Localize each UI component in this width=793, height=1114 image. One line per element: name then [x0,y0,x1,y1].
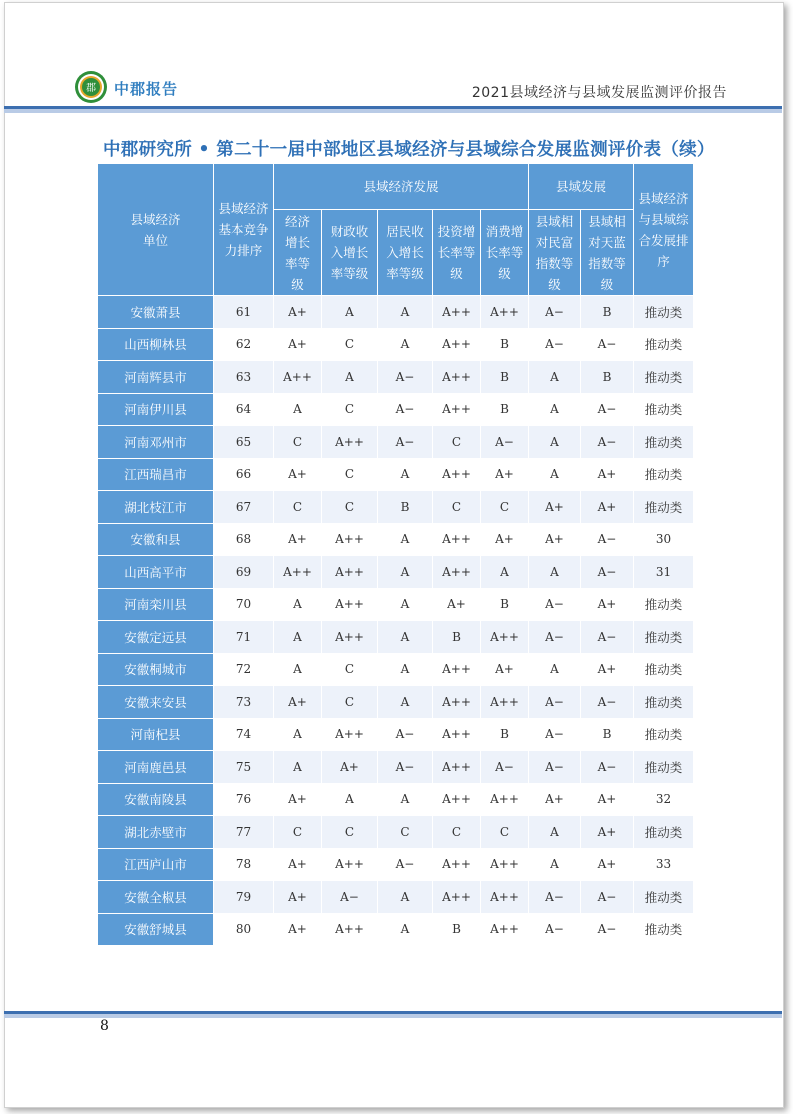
cell-invest: B [433,913,481,946]
table-row [98,361,694,394]
cell-fiscal: C [322,491,378,524]
table-row [98,523,694,556]
cell-unit: 安徽萧县 [98,296,214,329]
cell-resident: A [378,523,433,556]
cell-wealth: A [529,393,581,426]
cell-sky: B [581,718,634,751]
header-unit: 县域经济单位 [98,164,214,296]
cell-resident: A− [378,426,433,459]
cell-econ: C [274,426,322,459]
cell-sky: A− [581,686,634,719]
cell-consume: A [481,556,529,589]
cell-resident: A [378,686,433,719]
header-fiscal: 财政收入增长率等级 [322,210,378,296]
cell-econ: A [274,653,322,686]
cell-sky: A+ [581,458,634,491]
table-title: 中郡研究所 • 第二十一届中部地区县域经济与县域综合发展监测评价表（续） [103,140,715,160]
cell-wealth: A− [529,881,581,914]
cell-consume: A++ [481,783,529,816]
table-row [98,913,694,946]
cell-fiscal: A++ [322,588,378,621]
cell-resident: A− [378,848,433,881]
table-row [98,881,694,914]
cell-overall: 推动类 [634,491,694,524]
cell-rank: 75 [214,751,274,784]
cell-overall: 推动类 [634,686,694,719]
cell-fiscal: A++ [322,523,378,556]
cell-rank: 72 [214,653,274,686]
cell-consume: A++ [481,296,529,329]
cell-fiscal: A++ [322,913,378,946]
cell-rank: 61 [214,296,274,329]
cell-unit: 江西瑞昌市 [98,458,214,491]
table-row [98,296,694,329]
header-overall: 县域经济与县域综合发展排序 [634,164,694,296]
cell-wealth: A [529,361,581,394]
cell-consume: B [481,328,529,361]
cell-unit: 河南栾川县 [98,588,214,621]
cell-consume: A++ [481,881,529,914]
table-row [98,783,694,816]
cell-unit: 江西庐山市 [98,848,214,881]
cell-invest: A++ [433,718,481,751]
cell-fiscal: C [322,653,378,686]
cell-rank: 77 [214,816,274,849]
cell-fiscal: C [322,458,378,491]
cell-consume: A++ [481,621,529,654]
cell-resident: A− [378,393,433,426]
cell-sky: A− [581,621,634,654]
cell-invest: A++ [433,393,481,426]
cell-rank: 64 [214,393,274,426]
cell-sky: A− [581,751,634,784]
table-row [98,848,694,881]
cell-econ: A+ [274,913,322,946]
cell-wealth: A+ [529,783,581,816]
cell-fiscal: A++ [322,426,378,459]
cell-wealth: A+ [529,523,581,556]
cell-invest: A++ [433,556,481,589]
cell-consume: B [481,588,529,621]
cell-sky: A+ [581,653,634,686]
cell-sky: A+ [581,588,634,621]
cell-unit: 安徽全椒县 [98,881,214,914]
cell-wealth: A− [529,718,581,751]
cell-consume: A++ [481,913,529,946]
cell-invest: A++ [433,653,481,686]
cell-sky: A+ [581,816,634,849]
cell-wealth: A− [529,588,581,621]
cell-unit: 河南辉县市 [98,361,214,394]
cell-overall: 推动类 [634,588,694,621]
cell-unit: 河南杞县 [98,718,214,751]
cell-consume: C [481,816,529,849]
svg-text:郡: 郡 [86,83,96,94]
cell-invest: A++ [433,783,481,816]
cell-fiscal: A++ [322,556,378,589]
cell-invest: A++ [433,848,481,881]
cell-econ: A++ [274,361,322,394]
table-row [98,686,694,719]
cell-consume: B [481,718,529,751]
table-row [98,751,694,784]
cell-fiscal: A++ [322,621,378,654]
cell-invest: A++ [433,296,481,329]
cell-resident: A [378,556,433,589]
cell-unit: 河南邓州市 [98,426,214,459]
cell-rank: 67 [214,491,274,524]
cell-econ: A [274,718,322,751]
cell-unit: 山西柳林县 [98,328,214,361]
footer-rule [4,1011,782,1018]
cell-unit: 安徽定远县 [98,621,214,654]
cell-fiscal: C [322,686,378,719]
cell-econ: A [274,393,322,426]
table-row [98,556,694,589]
table-body [98,296,694,946]
cell-sky: A+ [581,783,634,816]
cell-fiscal: A [322,783,378,816]
cell-fiscal: C [322,328,378,361]
header-group-dev: 县域发展 [529,164,634,210]
cell-resident: A [378,588,433,621]
cell-resident: A [378,621,433,654]
cell-rank: 71 [214,621,274,654]
cell-unit: 河南伊川县 [98,393,214,426]
cell-econ: A [274,751,322,784]
table-row [98,653,694,686]
cell-fiscal: A++ [322,718,378,751]
cell-overall: 推动类 [634,718,694,751]
cell-econ: A+ [274,783,322,816]
cell-consume: A− [481,751,529,784]
cell-overall: 推动类 [634,816,694,849]
cell-resident: A [378,296,433,329]
table-row [98,393,694,426]
cell-resident: A [378,458,433,491]
cell-rank: 78 [214,848,274,881]
cell-invest: A+ [433,588,481,621]
cell-consume: A− [481,426,529,459]
cell-wealth: A [529,426,581,459]
cell-overall: 推动类 [634,426,694,459]
cell-consume: B [481,361,529,394]
cell-consume: A+ [481,653,529,686]
zhongjun-logo-icon [74,70,108,104]
cell-rank: 74 [214,718,274,751]
cell-wealth: A− [529,296,581,329]
cell-sky: A− [581,393,634,426]
header-invest: 投资增长率等级 [433,210,481,296]
table-row [98,491,694,524]
cell-invest: C [433,816,481,849]
header-wealth: 县域相对民富指数等级 [529,210,581,296]
cell-rank: 62 [214,328,274,361]
cell-econ: C [274,491,322,524]
cell-fiscal: C [322,816,378,849]
cell-rank: 70 [214,588,274,621]
cell-overall: 推动类 [634,881,694,914]
cell-fiscal: C [322,393,378,426]
cell-overall: 推动类 [634,393,694,426]
cell-invest: C [433,426,481,459]
cell-fiscal: A− [322,881,378,914]
cell-resident: A [378,328,433,361]
cell-unit: 安徽来安县 [98,686,214,719]
cell-econ: A+ [274,458,322,491]
cell-invest: A++ [433,751,481,784]
cell-overall: 32 [634,783,694,816]
cell-wealth: A− [529,686,581,719]
cell-resident: A− [378,361,433,394]
cell-resident: A [378,881,433,914]
cell-invest: A++ [433,361,481,394]
cell-econ: A+ [274,523,322,556]
cell-econ: A+ [274,296,322,329]
cell-sky: B [581,296,634,329]
cell-resident: A− [378,751,433,784]
cell-consume: A+ [481,523,529,556]
cell-rank: 79 [214,881,274,914]
cell-overall: 推动类 [634,751,694,784]
header-group-econ: 县域经济发展 [274,164,529,210]
cell-resident: A [378,913,433,946]
cell-wealth: A [529,816,581,849]
cell-overall: 推动类 [634,458,694,491]
table-row [98,588,694,621]
running-header-title: 2021县域经济与县域发展监测评价报告 [471,85,727,101]
cell-consume: A+ [481,458,529,491]
cell-rank: 68 [214,523,274,556]
cell-sky: A− [581,556,634,589]
cell-resident: A [378,783,433,816]
cell-resident: C [378,816,433,849]
cell-unit: 山西高平市 [98,556,214,589]
table-row [98,426,694,459]
cell-overall: 推动类 [634,653,694,686]
cell-overall: 推动类 [634,296,694,329]
cell-unit: 安徽南陵县 [98,783,214,816]
cell-sky: A+ [581,848,634,881]
cell-econ: A+ [274,881,322,914]
table-row [98,458,694,491]
cell-overall: 推动类 [634,361,694,394]
cell-rank: 73 [214,686,274,719]
header-rank: 县域经济基本竞争力排序 [214,164,274,296]
cell-consume: A++ [481,848,529,881]
cell-rank: 80 [214,913,274,946]
cell-unit: 安徽舒城县 [98,913,214,946]
cell-invest: A++ [433,328,481,361]
cell-invest: B [433,621,481,654]
cell-rank: 66 [214,458,274,491]
cell-rank: 76 [214,783,274,816]
header-rule [4,106,782,113]
cell-fiscal: A [322,296,378,329]
table-row [98,718,694,751]
cell-wealth: A [529,848,581,881]
cell-overall: 推动类 [634,621,694,654]
cell-consume: A++ [481,686,529,719]
cell-econ: C [274,816,322,849]
header-resident: 居民收入增长率等级 [378,210,433,296]
cell-unit: 安徽桐城市 [98,653,214,686]
cell-overall: 31 [634,556,694,589]
cell-overall: 30 [634,523,694,556]
cell-sky: A+ [581,491,634,524]
cell-overall: 33 [634,848,694,881]
logo-text: 中郡报告 [114,80,179,98]
cell-wealth: A− [529,328,581,361]
cell-wealth: A− [529,913,581,946]
table-row [98,816,694,849]
cell-consume: B [481,393,529,426]
cell-overall: 推动类 [634,328,694,361]
cell-overall: 推动类 [634,913,694,946]
cell-wealth: A− [529,621,581,654]
cell-resident: A [378,653,433,686]
cell-wealth: A+ [529,491,581,524]
table-row [98,621,694,654]
cell-rank: 65 [214,426,274,459]
cell-resident: B [378,491,433,524]
cell-fiscal: A++ [322,848,378,881]
cell-econ: A [274,621,322,654]
cell-consume: C [481,491,529,524]
cell-econ: A [274,588,322,621]
cell-sky: A− [581,881,634,914]
cell-fiscal: A+ [322,751,378,784]
cell-sky: A− [581,328,634,361]
cell-resident: A− [378,718,433,751]
cell-econ: A++ [274,556,322,589]
page-number: 8 [100,1018,109,1034]
cell-sky: B [581,361,634,394]
cell-invest: A++ [433,523,481,556]
cell-unit: 湖北赤壁市 [98,816,214,849]
cell-invest: A++ [433,686,481,719]
table-row [98,328,694,361]
cell-rank: 63 [214,361,274,394]
cell-wealth: A− [529,751,581,784]
cell-econ: A+ [274,686,322,719]
cell-sky: A− [581,426,634,459]
cell-fiscal: A [322,361,378,394]
cell-unit: 河南鹿邑县 [98,751,214,784]
cell-wealth: A [529,556,581,589]
cell-unit: 安徽和县 [98,523,214,556]
cell-wealth: A [529,653,581,686]
cell-econ: A+ [274,328,322,361]
cell-invest: A++ [433,881,481,914]
evaluation-table [97,163,694,946]
cell-wealth: A [529,458,581,491]
cell-sky: A− [581,523,634,556]
cell-sky: A− [581,913,634,946]
cell-econ: A+ [274,848,322,881]
cell-invest: C [433,491,481,524]
cell-rank: 69 [214,556,274,589]
header-econ-growth: 经济增长率等级 [274,210,322,296]
header-consume: 消费增长率等级 [481,210,529,296]
cell-invest: A++ [433,458,481,491]
header-blue-sky: 县域相对天蓝指数等级 [581,210,634,296]
cell-unit: 湖北枝江市 [98,491,214,524]
